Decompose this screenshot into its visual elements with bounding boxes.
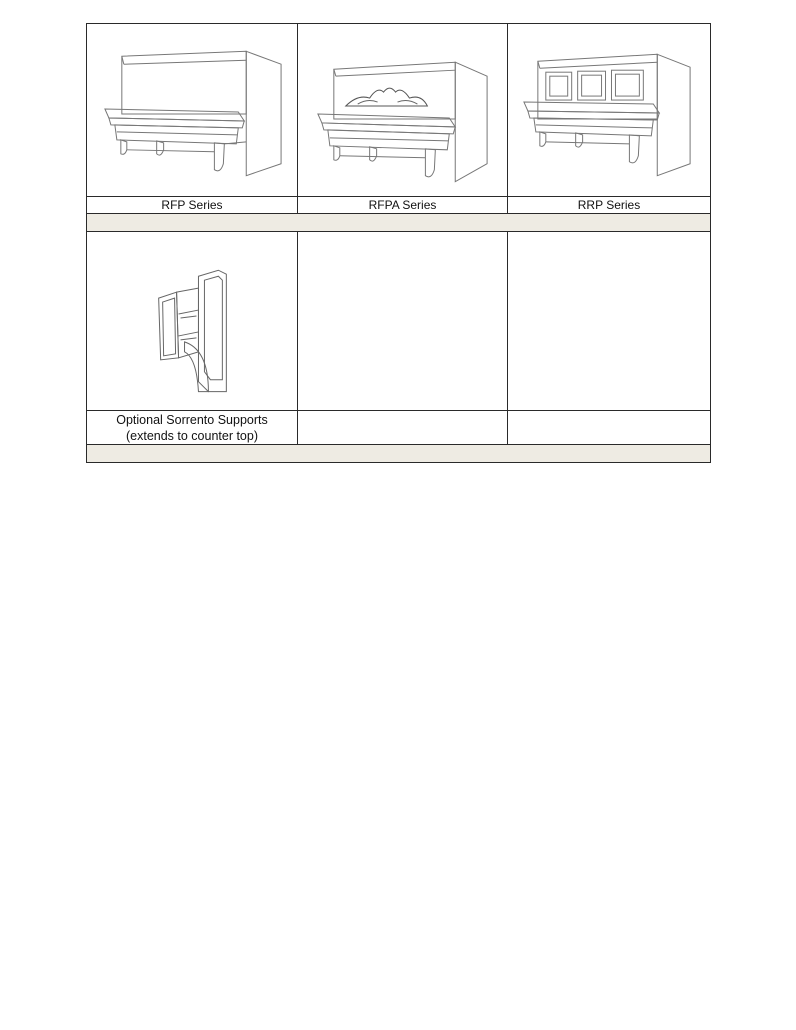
- empty-label-cell-3: [508, 411, 711, 445]
- empty-image-cell-3: [508, 232, 711, 411]
- label-row-1: [87, 197, 711, 214]
- sorrento-support-icon: [87, 232, 297, 410]
- sorrento-image-cell: [87, 232, 298, 411]
- sorrento-label: [87, 411, 298, 445]
- empty-label-cell-2: [298, 411, 508, 445]
- rfp-image-cell: [87, 24, 298, 197]
- hood-applique-icon: [298, 24, 507, 196]
- image-row-2: [87, 232, 711, 411]
- hood-plain-icon: [87, 24, 297, 196]
- product-table: [86, 23, 711, 463]
- sorrento-label-line2: (extends to counter top): [125, 428, 259, 443]
- rfpa-label: RFPA Series: [298, 197, 508, 214]
- label-row-2: [87, 411, 711, 445]
- rfpa-image-cell: [298, 24, 508, 197]
- separator-band-1: [87, 214, 711, 232]
- rfp-label: RFP Series: [87, 197, 298, 214]
- hood-raised-panel-icon: [508, 24, 710, 196]
- separator-band-2: [87, 445, 711, 463]
- band-cell: [87, 445, 711, 463]
- rrp-image-cell: [508, 24, 711, 197]
- rrp-label: RRP Series: [508, 197, 711, 214]
- image-row-1: [87, 24, 711, 197]
- sorrento-label-line1: Optional Sorrento Supports: [116, 412, 268, 427]
- band-cell: [87, 214, 711, 232]
- empty-image-cell-2: [298, 232, 508, 411]
